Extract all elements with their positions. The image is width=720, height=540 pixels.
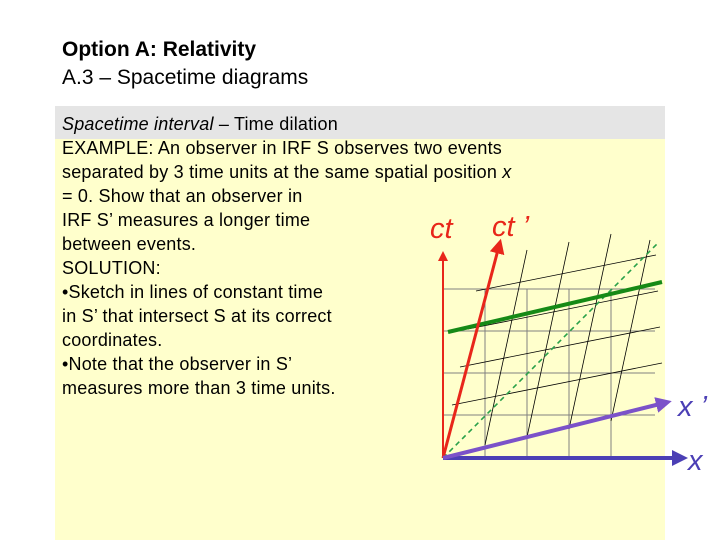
ctprime-axis	[443, 246, 499, 458]
example-line-2-text: separated by 3 time units at the same spatial position	[62, 162, 503, 182]
bullet-icon: •	[62, 354, 69, 374]
ctprime-axis-label: ct ’	[492, 211, 530, 243]
example-line-4: IRF S’ measures a longer time	[62, 210, 311, 230]
title-option: Option A: Relativity	[62, 38, 257, 61]
bullet-1-line-3: coordinates.	[62, 330, 163, 350]
bullet-2-line-2: measures more than 3 time units.	[62, 378, 336, 398]
bullet-icon: •	[62, 282, 69, 302]
title-topic: A.3 – Spacetime diagrams	[62, 66, 309, 89]
xprime-axis-label: x ’	[678, 391, 707, 423]
bullet-1-text: Sketch in lines of constant time	[68, 282, 324, 302]
xprime-axis	[443, 403, 664, 458]
bullet-2-text: Note that the observer in S’	[68, 354, 293, 374]
example-line-5: between events.	[62, 234, 197, 254]
x-axis-label: x	[688, 445, 703, 477]
solution-label: SOLUTION:	[62, 258, 161, 278]
ct-axis-label: ct	[430, 213, 453, 245]
example-variable-x: x	[502, 162, 512, 182]
subheading-italic: Spacetime interval	[62, 114, 214, 134]
light-line-dashed	[443, 243, 658, 458]
example-line-1: EXAMPLE: An observer in IRF S observes two events	[62, 138, 502, 158]
subheading-rest: – Time dilation	[213, 114, 338, 134]
bullet-1-line-2: in S’ that intersect S at its correct	[62, 306, 332, 326]
example-line-3: = 0. Show that an observer in	[62, 186, 303, 206]
